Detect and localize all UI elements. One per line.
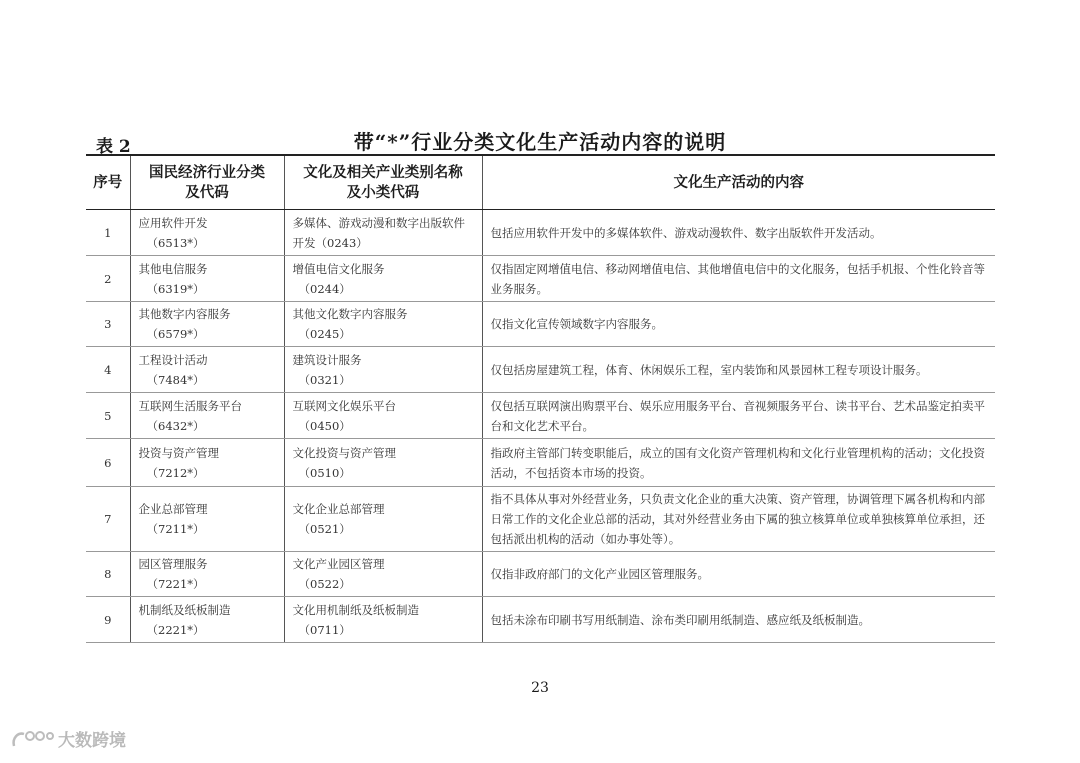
- industry-code: （7211*）: [146, 522, 205, 536]
- cultural-cell: [284, 597, 482, 643]
- header-industry-line2: 及代码: [185, 184, 229, 201]
- row-number-text: 6: [104, 455, 112, 470]
- content-cell: [482, 256, 995, 302]
- content-text: 仅包括房屋建筑工程，体育、休闲娱乐工程，室内装饰和风景园林工程专项设计服务。: [490, 362, 928, 377]
- row-number: [86, 210, 130, 256]
- row-number: [86, 347, 130, 393]
- table-row: [86, 347, 995, 393]
- cultural-cell: [284, 487, 482, 552]
- industry-code: （7484*）: [146, 372, 205, 387]
- industry-cell: [130, 302, 284, 347]
- content-cell: [482, 597, 995, 643]
- industry-cell: [130, 487, 284, 552]
- content-text: 仅指非政府部门的文化产业园区管理服务。: [490, 567, 709, 581]
- industry-cell: [130, 439, 284, 487]
- cultural-code: （0245）: [298, 327, 351, 341]
- table-row: [86, 552, 995, 597]
- content-text: 仅指固定网增值电信、移动网增值电信、其他增值电信中的文化服务，包括手机报、个性化铃音等业务服务。: [490, 261, 985, 296]
- cultural-code: （0321）: [298, 372, 351, 387]
- content-cell: [482, 302, 995, 347]
- header-cultural: [284, 155, 482, 210]
- header-content: 文化生产活动的内容: [482, 155, 995, 210]
- row-number: [86, 256, 130, 302]
- industry-name: 其他数字内容服务: [138, 307, 231, 321]
- header-no: 序号: [86, 155, 130, 210]
- watermark-logo-icon: [10, 728, 54, 750]
- content-cell: [482, 393, 995, 439]
- cultural-code: （0711）: [298, 622, 351, 637]
- industry-cell: [130, 347, 284, 393]
- cultural-code: （0244）: [298, 281, 351, 296]
- cultural-code: （0510）: [298, 465, 351, 480]
- header-industry-line1: 国民经济行业分类: [149, 164, 265, 181]
- table-label: 表 2: [96, 137, 131, 157]
- content-text: 指政府主管部门转变职能后，成立的国有文化资产管理机构和文化行业管理机构的活动；文化投资活动，不包括资本市场的投资。: [490, 445, 985, 480]
- cultural-name: 增值电信文化服务: [292, 261, 385, 276]
- row-number: [86, 552, 130, 597]
- industry-name: 园区管理服务: [138, 557, 208, 571]
- content-cell: [482, 210, 995, 256]
- row-number-text: 2: [104, 271, 112, 286]
- content-cell: [482, 487, 995, 552]
- page-number: 23: [531, 680, 549, 696]
- content-text: 仅指文化宣传领域数字内容服务。: [490, 317, 663, 331]
- table-row: [86, 393, 995, 439]
- cultural-name: 文化企业总部管理: [292, 502, 385, 516]
- content-cell: [482, 347, 995, 393]
- industry-cell: [130, 393, 284, 439]
- table-row: [86, 439, 995, 487]
- row-number: [86, 302, 130, 347]
- content-text: 包括未涂布印刷书写用纸制造、涂布类印刷用纸制造、感应纸及纸板制造。: [490, 612, 870, 627]
- industry-code: （6319*）: [146, 281, 205, 296]
- industry-name: 互联网生活服务平台: [138, 398, 242, 413]
- table-body: [86, 210, 995, 643]
- table-row: [86, 597, 995, 643]
- industry-code: （7212*）: [146, 465, 205, 480]
- cultural-cell: [284, 302, 482, 347]
- row-number-text: 5: [104, 408, 112, 423]
- content-cell: [482, 552, 995, 597]
- cultural-cell: [284, 347, 482, 393]
- cultural-cell: [284, 552, 482, 597]
- watermark: [10, 726, 126, 751]
- industry-code: （2221*）: [146, 622, 205, 637]
- cultural-name: 文化产业园区管理: [292, 557, 385, 571]
- row-number: [86, 393, 130, 439]
- cultural-name: 建筑设计服务: [292, 352, 362, 367]
- industry-name: 应用软件开发: [138, 215, 208, 230]
- cultural-cell: [284, 210, 482, 256]
- industry-name: 投资与资产管理: [138, 445, 219, 460]
- cultural-name: 多媒体、游戏动漫和数字出版软件开发（0243）: [292, 215, 465, 250]
- content-cell: [482, 439, 995, 487]
- cultural-name: 文化用机制纸及纸板制造: [292, 602, 419, 617]
- content-text: 包括应用软件开发中的多媒体软件、游戏动漫软件、数字出版软件开发活动。: [490, 225, 882, 240]
- cultural-code: （0450）: [298, 418, 351, 433]
- cultural-name: 文化投资与资产管理: [292, 445, 396, 460]
- content-text: 仅包括互联网演出购票平台、娱乐应用服务平台、音视频服务平台、读书平台、艺术品鉴定拍卖平台和文化艺术平台。: [490, 398, 985, 433]
- row-number-text: 9: [104, 612, 112, 627]
- header-cultural-line1: 文化及相关产业类别名称: [303, 164, 463, 181]
- cultural-code: （0522）: [298, 577, 351, 591]
- row-number-text: 3: [104, 317, 112, 331]
- row-number: [86, 439, 130, 487]
- row-number: [86, 487, 130, 552]
- cultural-name: 其他文化数字内容服务: [292, 307, 408, 321]
- industry-code: （6579*）: [146, 327, 205, 341]
- industry-code: （6513*）: [146, 235, 205, 250]
- industry-code: （6432*）: [146, 418, 205, 433]
- industry-cell: [130, 552, 284, 597]
- industry-name: 机制纸及纸板制造: [138, 602, 231, 617]
- activity-table: [86, 154, 995, 643]
- header-industry: [130, 155, 284, 210]
- header-cultural-line2: 及小类代码: [346, 184, 420, 201]
- cultural-cell: [284, 439, 482, 487]
- table-row: [86, 256, 995, 302]
- cultural-cell: [284, 393, 482, 439]
- table-header-row: [86, 155, 995, 210]
- row-number-text: 8: [104, 567, 112, 581]
- cultural-name: 互联网文化娱乐平台: [292, 398, 396, 413]
- industry-name: 工程设计活动: [138, 352, 208, 367]
- industry-cell: [130, 210, 284, 256]
- content-text: 指不具体从事对外经营业务，只负责文化企业的重大决策、资产管理，协调管理下属各机构和内部日常工作的文化企业总部的活动，其对外经营业务由下属的独立核算单位或单独核算单位承担，还包括派出机构的活动（如办事处等）。: [490, 492, 985, 546]
- cultural-code: （0521）: [298, 522, 351, 536]
- row-number-text: 4: [104, 362, 112, 377]
- table-row: [86, 302, 995, 347]
- industry-name: 其他电信服务: [138, 261, 208, 276]
- industry-cell: [130, 256, 284, 302]
- table-row: [86, 210, 995, 256]
- cultural-cell: [284, 256, 482, 302]
- table-title: 带“*”行业分类文化生产活动内容的说明: [353, 130, 727, 154]
- industry-code: （7221*）: [146, 577, 205, 591]
- industry-name: 企业总部管理: [138, 502, 208, 516]
- watermark-text: 大数跨境: [58, 731, 126, 751]
- table-row: [86, 487, 995, 552]
- industry-cell: [130, 597, 284, 643]
- row-number-text: 7: [104, 512, 112, 526]
- row-number-text: 1: [104, 225, 112, 240]
- row-number: [86, 597, 130, 643]
